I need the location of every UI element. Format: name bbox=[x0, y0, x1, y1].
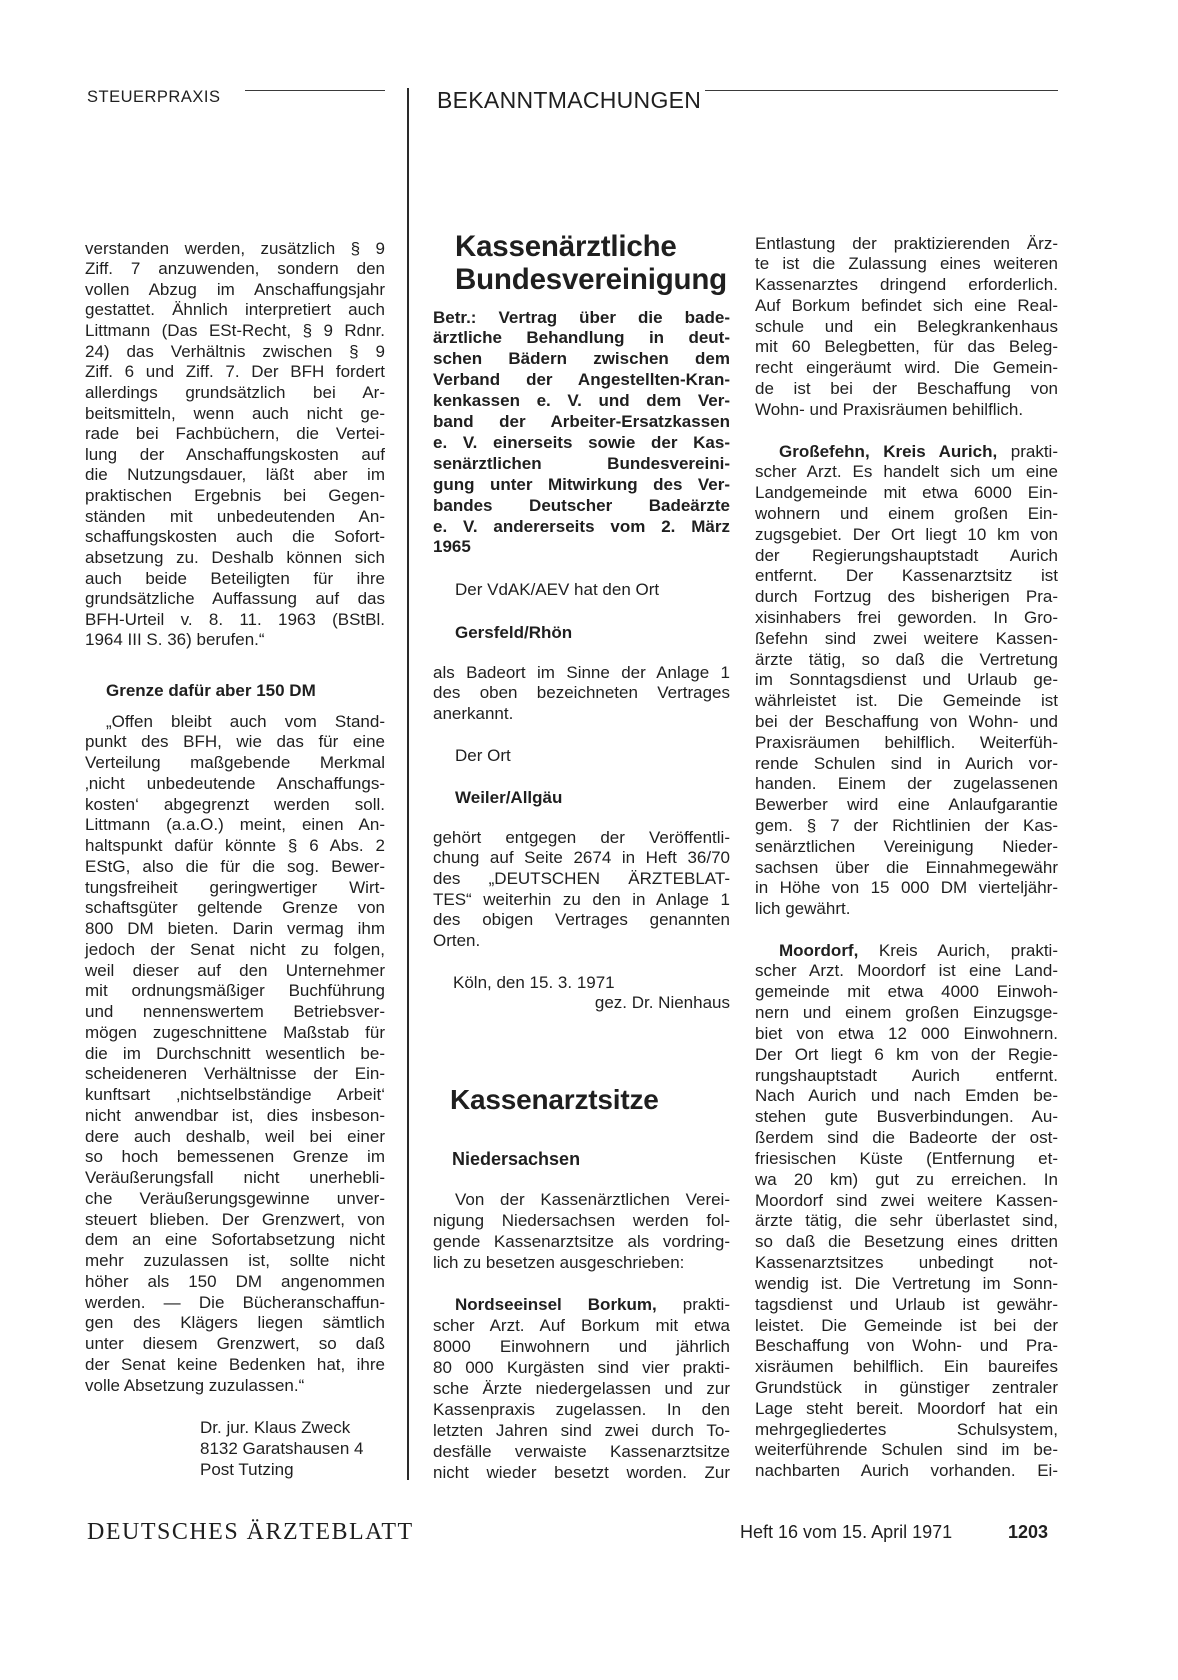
text-line: Kassenarztes dringend erforderlich. bbox=[755, 275, 1058, 295]
text-line: Verteilung maßgebende Merkmal bbox=[85, 753, 385, 773]
text-line: Bundesvereinigung bbox=[455, 262, 727, 296]
text-line: als Badeort im Sinne der Anlage 1 bbox=[433, 662, 730, 682]
text-line: EStG, also die für die sog. Bewer- bbox=[85, 856, 385, 876]
text-line: band der Arbeiter-Ersatzkassen bbox=[433, 412, 730, 432]
text-line: Post Tutzing bbox=[200, 1459, 294, 1479]
text-line: anerkannt. bbox=[433, 703, 514, 723]
text-line: mehrgegliedertes Schulsystem, bbox=[755, 1419, 1058, 1439]
text-line: und nennenswertem Betriebsver- bbox=[85, 1002, 385, 1022]
text-line: schen Bädern zwischen dem bbox=[433, 349, 730, 369]
text-line: desfälle verwaiste Kassenarztsitze bbox=[433, 1441, 730, 1461]
text-line: Grundstück in günstiger zentraler bbox=[755, 1377, 1058, 1397]
bold-lead: Nordseeinsel Borkum, bbox=[455, 1294, 657, 1314]
column-divider bbox=[407, 88, 409, 1480]
article-paragraph bbox=[755, 234, 1058, 421]
text-line: 80 000 Kurgästen sind vier prakti- bbox=[433, 1357, 730, 1377]
subheading bbox=[85, 680, 385, 701]
text-line: 8000 Einwohnern und jährlich bbox=[433, 1336, 730, 1356]
text-line: ßefehn sind zwei weitere Kassen- bbox=[755, 628, 1058, 648]
text-line: allerdings grundsätzlich bei Ar- bbox=[85, 382, 385, 402]
text-line: gez. Dr. Nienhaus bbox=[594, 992, 730, 1012]
text-line: ‚nicht unbedeutende Anschaffungs- bbox=[85, 773, 385, 793]
text-line: e. V. andererseits vom 2. März bbox=[433, 516, 730, 536]
text-line: auch beide Beteiligten für ihre bbox=[85, 568, 385, 588]
text-line bbox=[755, 442, 1058, 463]
text-line: stehen gute Busverbindungen. Au- bbox=[755, 1107, 1058, 1127]
text-line: der Regierungshauptstadt Aurich bbox=[755, 545, 1058, 565]
section-label-right: BEKANNTMACHUNGEN bbox=[437, 87, 702, 113]
text-line: jedoch der Senat nicht zu folgen, bbox=[85, 939, 385, 959]
article-paragraph bbox=[85, 712, 385, 1397]
text-line: die im Durchschnitt wesentlich be- bbox=[85, 1043, 385, 1063]
text-line: ständen mit unbedeutenden An- bbox=[85, 506, 385, 526]
text-line: so hoch bemessenen Grenze im bbox=[85, 1147, 385, 1167]
article-paragraph bbox=[433, 1189, 730, 1273]
text-line: kenkassen e. V. und dem Ver- bbox=[433, 391, 730, 411]
text-line: ärztliche Behandlung in deut- bbox=[433, 328, 730, 348]
text-line: kunftsart ‚nichtselbständige Arbeit‘ bbox=[85, 1085, 385, 1105]
text-line: ßerdem sind die Badeorte der ost- bbox=[755, 1128, 1058, 1148]
text-line: Bewerber wird eine Anlaufgarantie bbox=[755, 795, 1058, 815]
text-line: Auf Borkum befindet sich eine Real- bbox=[755, 295, 1058, 315]
text-line: Kassenarztsitze bbox=[450, 1084, 659, 1115]
text-line: scher Arzt. Moordorf ist eine Land- bbox=[755, 961, 1058, 981]
text-line: gestattet. Ähnlich interpretiert auch bbox=[85, 300, 385, 320]
text-line: xisinhabers frei geworden. In Gro- bbox=[755, 607, 1058, 627]
text-line: 1964 III S. 36) berufen.“ bbox=[85, 630, 265, 650]
text-line: BFH-Urteil v. 8. 11. 1963 (BStBl. bbox=[85, 609, 385, 629]
text-line: des oben bezeichneten Vertrages bbox=[433, 683, 730, 703]
text-line: gende Kassenarztsitze als vordring- bbox=[433, 1231, 730, 1251]
text-line: senärztlichen Vereinigung Nieder- bbox=[755, 836, 1058, 856]
text-line: Lage steht bereit. Moordorf hat ein bbox=[755, 1398, 1058, 1418]
text-line bbox=[433, 1294, 730, 1315]
text-line: der Senat keine Bedenken hat, ihre bbox=[85, 1354, 385, 1374]
text-line: TES“ weiterhin zu den in Anlage 1 bbox=[433, 889, 730, 909]
text-line: lich gewährt. bbox=[755, 899, 851, 919]
text-line: chung auf Seite 2674 in Heft 36/70 bbox=[433, 848, 730, 868]
text-line: des obigen Vertrages genannten bbox=[433, 910, 730, 930]
subheading bbox=[433, 622, 730, 643]
line-text: prakti- bbox=[656, 1294, 730, 1314]
text-line: bei der Beschaffung von Wohn- und bbox=[755, 711, 1058, 731]
text-line: ärzte tätig, die sehr überlastet sind, bbox=[755, 1211, 1058, 1231]
text-line: gem. § 7 der Richtlinien der Kas- bbox=[755, 815, 1058, 835]
left-column bbox=[85, 0, 385, 1500]
text-line: mehr zuzulassen ist, sollte nicht bbox=[85, 1251, 385, 1271]
text-line: Nach Aurich und nach Emden be- bbox=[755, 1086, 1058, 1106]
text-line: Moordorf sind zwei weitere Kassen- bbox=[755, 1190, 1058, 1210]
issue-info: Heft 16 vom 15. April 1971 bbox=[740, 1522, 953, 1542]
text-line: Grenze dafür aber 150 DM bbox=[106, 680, 316, 700]
text-line: Ziff. 7 anzuwenden, sondern den bbox=[85, 259, 385, 279]
text-line: praktischen Ergebnis bei Gegen- bbox=[85, 486, 385, 506]
text-line: durch Fortzug des bisherigen Pra- bbox=[755, 587, 1058, 607]
text-line: Beschaffung von Wohn- und Pra- bbox=[755, 1336, 1058, 1356]
text-line: Praxisräumen behilflich. Weiterfüh- bbox=[755, 732, 1058, 752]
text-line: weiterführende Schulen sind im be- bbox=[755, 1440, 1058, 1460]
text-line: nachbarten Aurich vorhanden. Ei- bbox=[755, 1461, 1058, 1481]
text-line: mit ordnungsmäßiger Buchführung bbox=[85, 981, 385, 1001]
text-line: handen. Einem der zugelassenen bbox=[755, 774, 1058, 794]
text-line: Verband der Angestellten-Kran- bbox=[433, 370, 730, 390]
text-line: lich zu besetzen ausgeschrieben: bbox=[433, 1252, 685, 1272]
text-line: 24) das Verhältnis zwischen § 9 bbox=[85, 341, 385, 361]
dateline bbox=[433, 972, 730, 993]
text-line: senärztlichen Bundesvereini- bbox=[433, 453, 730, 473]
text-line: e. V. einerseits sowie der Kas- bbox=[433, 432, 730, 452]
text-line: tungsfreiheit geringwertiger Wirt- bbox=[85, 877, 385, 897]
text-line: in Höhe von 15 000 DM vierteljähr- bbox=[755, 878, 1058, 898]
text-line: 1965 bbox=[433, 537, 471, 557]
article-paragraph bbox=[755, 941, 1058, 1483]
text-line: Littmann (Das ESt-Recht, § 9 Rdnr. bbox=[85, 321, 385, 341]
text-line: gen des Klägers liegen sämtlich bbox=[85, 1313, 385, 1333]
text-line: che Veräußerungsgewinne unver- bbox=[85, 1188, 385, 1208]
text-line: sche Ärzte niedergelassen und zur bbox=[433, 1378, 730, 1398]
text-line: dere auch deshalb, weil bei einer bbox=[85, 1126, 385, 1146]
text-line: haltspunkt dafür könnte § 6 Abs. 2 bbox=[85, 836, 385, 856]
text-line: sachsen über die Einnahmegewähr bbox=[755, 857, 1058, 877]
text-line: verstanden werden, zusätzlich § 9 bbox=[85, 238, 385, 258]
signature-block bbox=[85, 1417, 385, 1480]
bold-lead: Großefehn, Kreis Aurich, bbox=[779, 441, 998, 461]
text-line: lung der Anschaffungskosten auf bbox=[85, 444, 385, 464]
text-line: Köln, den 15. 3. 1971 bbox=[453, 972, 615, 992]
text-line: rende Schulen sind in Aurich vor- bbox=[755, 753, 1058, 773]
text-line: ärzte tätig, so daß die Vertretung bbox=[755, 649, 1058, 669]
text-line: unter diesem Grenzwert, so daß bbox=[85, 1334, 385, 1354]
text-line-block bbox=[433, 745, 730, 766]
text-line: letzten Jahren sind zwei durch To- bbox=[433, 1420, 730, 1440]
text-line: biet von etwa 12 000 Einwohnern. bbox=[755, 1023, 1058, 1043]
text-line: tagsdienst und Urlaub ist gewähr- bbox=[755, 1294, 1058, 1314]
text-line: te ist die Zulassung eines weiteren bbox=[755, 254, 1058, 274]
text-line: Dr. jur. Klaus Zweck bbox=[200, 1417, 351, 1437]
text-line: 8132 Garatshausen 4 bbox=[200, 1438, 364, 1458]
article-paragraph bbox=[755, 442, 1058, 920]
text-line: wa 20 km) gut zu erreichen. In bbox=[755, 1169, 1058, 1189]
text-line: wohnern und einem großen Ein- bbox=[755, 503, 1058, 523]
article-paragraph bbox=[85, 239, 385, 652]
text-line: währleistet ist. Die Gemeinde ist bbox=[755, 691, 1058, 711]
text-line: Orten. bbox=[433, 931, 481, 951]
bold-lead: Moordorf, bbox=[779, 940, 859, 960]
text-line: nicht wieder besetzt worden. Zur bbox=[433, 1462, 730, 1482]
text-line: Von der Kassenärztlichen Verei- bbox=[455, 1189, 730, 1209]
text-line: rungshauptstadt Aurich entfernt. bbox=[755, 1065, 1058, 1085]
text-line: Wohn- und Praxisräumen behilflich. bbox=[755, 399, 1024, 419]
text-line: recht eingeräumt wird. Die Gemein- bbox=[755, 358, 1058, 378]
text-line: dem an eine Sofortabsetzung nicht bbox=[85, 1230, 385, 1250]
text-line: bandes Deutscher Badeärzte bbox=[433, 495, 730, 515]
text-line: rade bei Fachbüchern, die Vertei- bbox=[85, 424, 385, 444]
text-line: kosten‘ abgegrenzt werden soll. bbox=[85, 794, 385, 814]
text-line: Der Ort bbox=[455, 745, 511, 765]
text-line: scher Arzt. Es handelt sich um eine bbox=[755, 462, 1058, 482]
text-line: schaffungskosten auch die Sofort- bbox=[85, 527, 385, 547]
text-line: Kassenärztliche bbox=[455, 229, 677, 263]
subheading bbox=[433, 787, 730, 808]
article-heading bbox=[433, 230, 730, 296]
subject-paragraph bbox=[433, 308, 730, 559]
text-line: höher als 150 DM angenommen bbox=[85, 1271, 385, 1291]
text-line: absetzung zu. Deshalb können sich bbox=[85, 547, 385, 567]
text-line: wendig ist. Die Vertretung im Sonn- bbox=[755, 1273, 1058, 1293]
text-line: Veräußerungsfall nicht unerhebli- bbox=[85, 1168, 385, 1188]
journal-name: DEUTSCHES ÄRZTEBLATT bbox=[87, 1519, 414, 1545]
text-line: mit 60 Belegbetten, für das Beleg- bbox=[755, 337, 1058, 357]
article-paragraph bbox=[433, 828, 730, 952]
text-line: scher Arzt. Auf Borkum mit etwa bbox=[433, 1315, 730, 1335]
text-line: 800 DM bieten. Darin vermag ihm bbox=[85, 919, 385, 939]
text-line: schaftsgüter geltende Grenze von bbox=[85, 898, 385, 918]
text-line: volle Absetzung zuzulassen.“ bbox=[85, 1375, 305, 1395]
text-line: Landgemeinde mit etwa 6000 Ein- bbox=[755, 483, 1058, 503]
text-line: entfernt. Der Kassenarztsitz ist bbox=[755, 566, 1058, 586]
article-paragraph bbox=[433, 1294, 730, 1483]
text-line: Der Ort liegt 6 km von der Regie- bbox=[755, 1044, 1058, 1064]
text-line: de ist bei der Beschaffung von bbox=[755, 378, 1058, 398]
text-line: Gersfeld/Rhön bbox=[455, 622, 573, 642]
article-paragraph bbox=[433, 663, 730, 725]
text-line-block bbox=[433, 579, 730, 600]
middle-column bbox=[433, 0, 730, 1500]
text-line: nern und einem großen Einzugsge- bbox=[755, 1003, 1058, 1023]
text-line: scheideneren Verhältnisse der Ein- bbox=[85, 1064, 385, 1084]
text-line: schule und ein Belegkrankenhaus bbox=[755, 316, 1058, 336]
text-line: werden. — Die Bücheranschaffun- bbox=[85, 1292, 385, 1312]
line-text: Kreis Aurich, prakti- bbox=[858, 940, 1058, 960]
article-heading bbox=[433, 1083, 730, 1117]
text-line: nicht anwendbar ist, dies insbeson- bbox=[85, 1105, 385, 1125]
text-line: leistet. Die Gemeinde ist bei der bbox=[755, 1315, 1058, 1335]
text-line: vollen Abzug im Anschaffungsjahr bbox=[85, 279, 385, 299]
text-line: grundsätzliche Auffassung auf das bbox=[85, 589, 385, 609]
text-line: so daß die Besetzung eines dritten bbox=[755, 1232, 1058, 1252]
text-line: beitsmitteln, wenn auch nicht ge- bbox=[85, 403, 385, 423]
line-text: prakti- bbox=[997, 441, 1058, 461]
text-line: nigung Niedersachsen werden fol- bbox=[433, 1210, 730, 1230]
subheading bbox=[433, 1149, 730, 1170]
text-line: zugsgebiet. Der Ort liegt 10 km von bbox=[755, 524, 1058, 544]
text-line: gung unter Mitwirkung des Ver- bbox=[433, 474, 730, 494]
section-label-left: STEUERPRAXIS bbox=[87, 88, 221, 106]
text-line: Littmann (a.a.O.) meint, einen An- bbox=[85, 815, 385, 835]
text-line: gehört entgegen der Veröffentli- bbox=[433, 827, 730, 847]
text-line: im Sonntagsdienst und Urlaub ge- bbox=[755, 670, 1058, 690]
text-line: Ziff. 6 und Ziff. 7. Der BFH fordert bbox=[85, 362, 385, 382]
text-line: Weiler/Allgäu bbox=[455, 787, 563, 807]
text-line bbox=[755, 941, 1058, 962]
text-line: punkt des BFH, wie das für eine bbox=[85, 732, 385, 752]
text-line: „Offen bleibt auch vom Stand- bbox=[106, 711, 385, 731]
text-line: des „DEUTSCHEN ÄRZTEBLAT- bbox=[433, 868, 730, 888]
text-line: Kassenpraxis zugelassen. In den bbox=[433, 1399, 730, 1419]
text-line: Niedersachsen bbox=[452, 1148, 581, 1169]
text-line: Kassenarztsitzes unbedingt not- bbox=[755, 1253, 1058, 1273]
text-line: mögen zugeschnittene Maßstab für bbox=[85, 1022, 385, 1042]
text-line: gemeinde mit etwa 4000 Einwoh- bbox=[755, 982, 1058, 1002]
text-line: weil dieser auf den Unternehmer bbox=[85, 960, 385, 980]
text-line: Der VdAK/AEV hat den Ort bbox=[455, 579, 660, 599]
signed-by bbox=[433, 992, 730, 1013]
text-line: friesischen Küste (Entfernung et- bbox=[755, 1148, 1058, 1168]
text-line: Entlastung der praktizierenden Ärz- bbox=[755, 233, 1058, 253]
right-column bbox=[755, 0, 1058, 1500]
text-line: Betr.: Vertrag über die bade- bbox=[433, 307, 730, 327]
page-number: 1203 bbox=[1008, 1522, 1049, 1542]
text-line: xisräumen behilflich. Ein baureifes bbox=[755, 1357, 1058, 1377]
text-line: die Nutzungsdauer, läßt aber im bbox=[85, 465, 385, 485]
text-line: steuert blieben. Der Grenzwert, von bbox=[85, 1209, 385, 1229]
